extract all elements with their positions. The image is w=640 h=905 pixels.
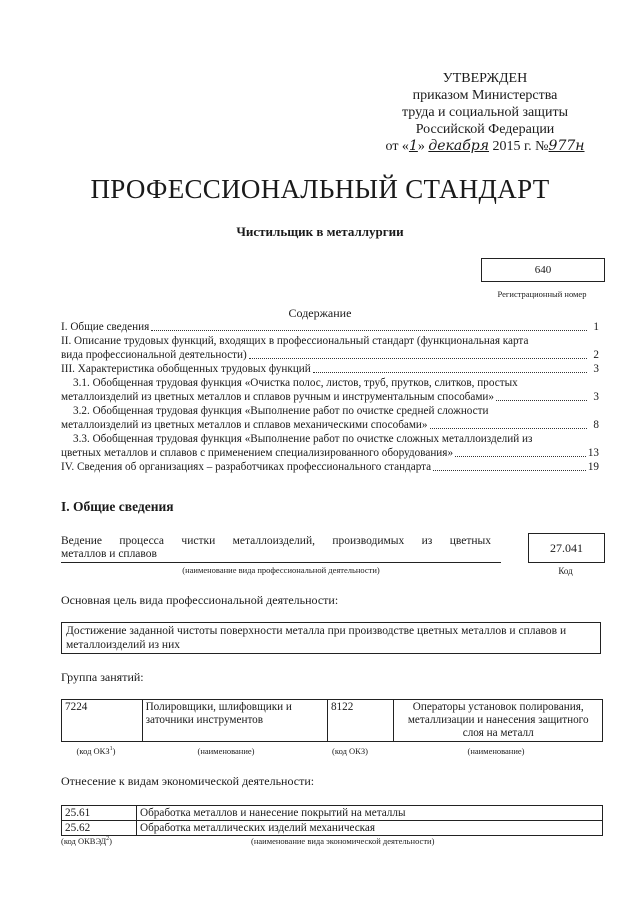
approval-line-4: Российской Федерации: [415, 122, 555, 137]
activity-code-caption: Код: [558, 566, 573, 576]
toc-leader: [430, 428, 587, 429]
toc-page: 2: [593, 349, 599, 361]
group-name-cell: Операторы установок полирования, металлизации и нанесения защитного слоя на металл: [394, 700, 603, 742]
approval-block: [380, 70, 590, 155]
handwritten-order-number: 977н: [548, 138, 585, 154]
activity-name: [61, 535, 491, 561]
caption-text: ): [112, 746, 116, 756]
toc-leader: [151, 330, 587, 331]
date-mid: »: [417, 139, 429, 154]
activity-line-2: металлов и сплавов: [61, 548, 157, 560]
okved-name-cell: Обработка металлов и нанесение покрытий на металлы: [137, 806, 603, 821]
group-code-cell: 8122: [327, 700, 393, 742]
group-label: Группа занятий:: [61, 670, 144, 684]
approval-date-line: [380, 138, 590, 155]
caption-text: (код ОКВЭД: [61, 836, 107, 846]
toc-page: 3: [593, 363, 599, 375]
toc-entry-text: цветных металлов и сплавов с применением специализированного оборудования»: [61, 447, 454, 459]
toc-entry-text: металлоизделий из цветных металлов и сплавов механическими способами»: [61, 419, 428, 431]
toc-entry-text: I. Общие сведения: [61, 321, 150, 333]
table-of-contents: [61, 320, 599, 474]
toc-leader: [249, 358, 587, 359]
toc-entry[interactable]: [61, 362, 599, 376]
okved-label: Отнесение к видам экономической деятельности:: [61, 774, 315, 788]
toc-entry-line[interactable]: 3.3. Обобщенная трудовая функция «Выполнение работ по очистке сложных металлоизделий из: [73, 433, 533, 445]
toc-page: 19: [587, 461, 599, 473]
toc-heading: Содержание: [288, 306, 352, 320]
caption-okved-code: [61, 836, 112, 846]
toc-leader: [433, 470, 586, 471]
goal-label: Основная цель вида профессиональной деятельности:: [61, 593, 339, 607]
toc-entry-line[interactable]: 3.1. Обобщенная трудовая функция «Очистка полос, листов, труб, прутков, слитков, простых: [73, 377, 518, 389]
caption-okved-name: (наименование вида экономической деятельности): [251, 836, 435, 846]
toc-entry-text: III. Характеристика обобщенных трудовых функций: [61, 363, 311, 375]
activity-caption: (наименование вида профессиональной деятельности): [182, 565, 380, 575]
approval-line-3: труда и социальной защиты: [402, 105, 568, 120]
toc-entry-text: металлоизделий из цветных металлов и сплавов ручным и инструментальным способами»: [61, 391, 494, 403]
goal-box: Достижение заданной чистоты поверхности металла при производстве цветных металлов и сплавов и металлоизделий из них: [61, 622, 601, 654]
toc-entry[interactable]: [61, 320, 599, 334]
caption-name-2: (наименование): [467, 746, 525, 756]
activity-underline: [61, 562, 501, 563]
okved-name-cell: Обработка металлических изделий механическая: [137, 821, 603, 836]
footnote-mark: 2: [106, 836, 110, 843]
toc-entry[interactable]: [61, 460, 599, 474]
activity-code-box: 27.041: [528, 533, 605, 563]
toc-entry[interactable]: [61, 348, 599, 362]
group-name-cell: Полировщики, шлифовщики и заточники инструментов: [142, 700, 327, 742]
caption-okz-code-2: (код ОКЗ): [332, 746, 368, 756]
toc-leader: [313, 372, 587, 373]
toc-entry[interactable]: [61, 446, 599, 460]
approval-line-1: УТВЕРЖДЕН: [442, 71, 528, 86]
toc-entry-text: вида профессиональной деятельности): [61, 349, 247, 361]
table-row: [62, 821, 603, 836]
toc-entry-text: IV. Сведения об организациях – разработчиках профессионального стандарта: [61, 461, 432, 473]
toc-entry[interactable]: [61, 390, 599, 404]
caption-text: (код ОКЗ: [76, 746, 110, 756]
footnote-mark: 1: [109, 746, 113, 753]
caption-name-1: (наименование): [197, 746, 255, 756]
approval-line-2: приказом Министерства: [412, 88, 558, 103]
toc-page: 1: [593, 321, 599, 333]
toc-entry-line[interactable]: II. Описание трудовых функций, входящих в профессиональный стандарт (функциональная карта: [61, 335, 529, 347]
okved-code-cell: 25.61: [62, 806, 137, 821]
registration-number-box: 640: [481, 258, 605, 282]
toc-entry[interactable]: [61, 418, 599, 432]
handwritten-day: 1: [408, 138, 418, 154]
handwritten-month: декабря: [428, 138, 490, 154]
toc-leader: [455, 456, 586, 457]
okved-table: [61, 805, 603, 836]
toc-page: 8: [593, 419, 599, 431]
table-row: [62, 806, 603, 821]
date-year: 2015 г. №: [492, 139, 549, 154]
caption-okz-code: [61, 746, 131, 756]
document-title: ПРОФЕССИОНАЛЬНЫЙ СТАНДАРТ: [90, 174, 550, 204]
caption-text: ): [109, 836, 112, 846]
toc-leader: [496, 400, 587, 401]
toc-entry-line[interactable]: 3.2. Обобщенная трудовая функция «Выполнение работ по очистке средней сложности: [73, 405, 489, 417]
group-code-cell: 7224: [62, 700, 143, 742]
section-title: I. Общие сведения: [61, 499, 174, 514]
document-subtitle: Чистильщик в металлургии: [236, 224, 404, 239]
registration-number-caption: Регистрационный номер: [497, 289, 587, 299]
toc-page: 13: [587, 447, 599, 459]
date-prefix: от «: [385, 139, 409, 154]
okved-code-cell: 25.62: [62, 821, 137, 836]
table-row: [62, 700, 603, 742]
activity-line-1: Ведение процесса чистки металлоизделий, производимых из цветных: [61, 535, 491, 547]
toc-page: 3: [593, 391, 599, 403]
occupation-group-table: [61, 699, 603, 742]
